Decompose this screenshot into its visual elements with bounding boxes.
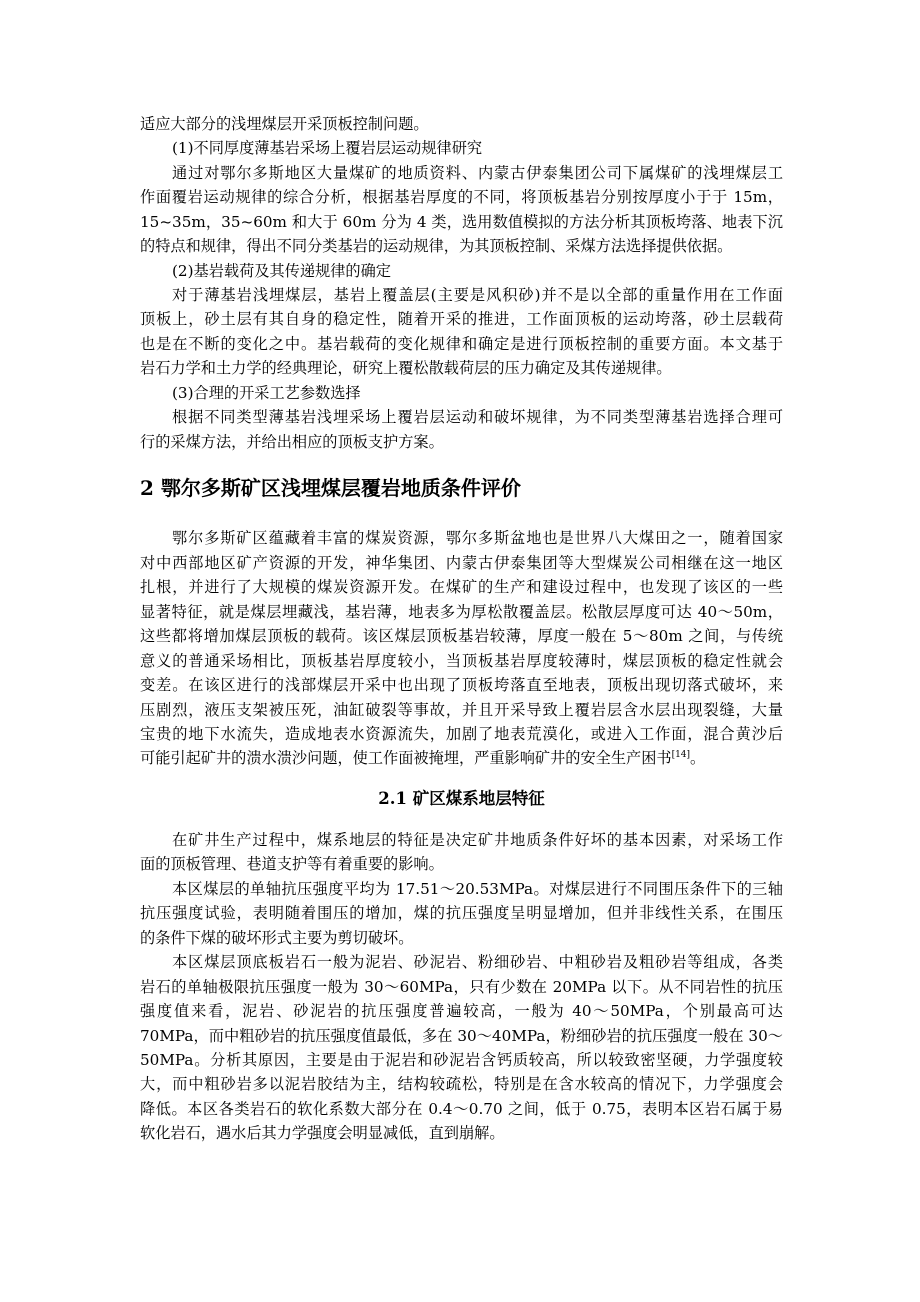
section-heading: 2 鄂尔多斯矿区浅埋煤层覆岩地质条件评价 bbox=[140, 476, 521, 500]
paragraph-line: 降低。本区各类岩石的软化系数大部分在 0.4～0.70 之间，低于 0.75，表明本区岩石属于易 bbox=[140, 1100, 783, 1118]
paragraph-line-last bbox=[140, 746, 783, 770]
subheading-3: (3)合理的开采工艺参数选择 bbox=[172, 384, 361, 402]
paragraph-line: 这些都将增加煤层顶板的载荷。该区煤层顶板基岩较薄，厚度一般在 5～80m 之间，与传统 bbox=[140, 627, 783, 645]
paragraph-line: 50MPa。分析其原因，主要是由于泥岩和砂泥岩含钙质较高，所以较致密坚硬，力学强度较 bbox=[140, 1051, 783, 1069]
paragraph-line: 行的采煤方法，并给出相应的顶板支护方案。 bbox=[140, 433, 444, 451]
paragraph-line: 本区煤层的单轴抗压强度平均为 17.51～20.53MPa。对煤层进行不同围压条件下的三轴 bbox=[172, 880, 783, 898]
paragraph-line: 作面覆岩运动规律的综合分析，根据基岩厚度的不同，将顶板基岩分别按厚度小于于 15m， bbox=[140, 188, 783, 206]
paragraph-line: 根据不同类型薄基岩浅埋采场上覆岩层运动和破坏规律，为不同类型薄基岩选择合理可 bbox=[172, 408, 783, 426]
paragraph-text: 可能引起矿井的溃水溃沙问题，使工作面被掩埋，严重影响矿井的安全生产困书 bbox=[140, 749, 672, 767]
paragraph-line: 岩石力学和土力学的经典理论，研究上覆松散载荷层的压力确定及其传递规律。 bbox=[140, 359, 672, 377]
paragraph-line: 通过对鄂尔多斯地区大量煤矿的地质资料、内蒙古伊泰集团公司下属煤矿的浅埋煤层工 bbox=[172, 164, 783, 182]
paragraph-line: 适应大部分的浅埋煤层开采顶板控制问题。 bbox=[140, 115, 429, 133]
paragraph-line: 在矿井生产过程中，煤系地层的特征是决定矿井地质条件好坏的基本因素，对采场工作 bbox=[172, 831, 783, 849]
paragraph-line: 压剧烈，液压支架被压死，油缸破裂等事故，并且开采导致上覆岩层含水层出现裂缝，大量 bbox=[140, 701, 783, 719]
subheading-1: (1)不同厚度薄基岩采场上覆岩层运动规律研究 bbox=[172, 139, 483, 157]
paragraph-line: 软化岩石，遇水后其力学强度会明显减低，直到崩解。 bbox=[140, 1124, 505, 1142]
paragraph-end-punct: 。 bbox=[690, 749, 706, 767]
paragraph-line: 本区煤层顶底板岩石一般为泥岩、砂泥岩、粉细砂岩、中粗砂岩及粗砂岩等组成，各类 bbox=[172, 953, 783, 971]
paragraph-line: 宝贵的地下水流失，造成地表水资源流失，加剧了地表荒漠化，或进入工作面，混合黄沙后 bbox=[140, 725, 783, 743]
paragraph-line: 对于薄基岩浅埋煤层，基岩上覆盖层(主要是风积砂)并不是以全部的重量作用在工作面 bbox=[172, 286, 783, 304]
subsection-heading: 2.1 矿区煤系地层特征 bbox=[378, 789, 545, 808]
paragraph-line: 的条件下煤的破坏形式主要为剪切破坏。 bbox=[140, 929, 414, 947]
paragraph-line: 变差。在该区进行的浅部煤层开采中也出现了顶板垮落直至地表，顶板出现切落式破坏，来 bbox=[140, 676, 783, 694]
paragraph-line: 岩石的单轴极限抗压强度一般为 30～60MPa，只有少数在 20MPa 以下。从不同岩性的抗压 bbox=[140, 978, 783, 996]
paragraph-line: 显著特征，就是煤层埋藏浅，基岩薄，地表多为厚松散覆盖层。松散层厚度可达 40～50m， bbox=[140, 603, 783, 621]
paragraph-line: 顶板上，砂土层有其自身的稳定性，随着开采的推进，工作面顶板的运动垮落，砂土层载荷 bbox=[140, 310, 783, 328]
paragraph-line: 对中西部地区矿产资源的开发，神华集团、内蒙古伊泰集团等大型煤炭公司相继在这一地区 bbox=[140, 554, 783, 572]
subheading-2: (2)基岩载荷及其传递规律的确定 bbox=[172, 262, 391, 280]
paragraph-line: 意义的普通采场相比，顶板基岩厚度较小，当顶板基岩厚度较薄时，煤层顶板的稳定性就会 bbox=[140, 652, 783, 670]
paragraph-line: 强度值来看，泥岩、砂泥岩的抗压强度普遍较高，一般为 40～50MPa，个别最高可达 bbox=[140, 1002, 783, 1020]
paragraph-line: 抗压强度试验，表明随着围压的增加，煤的抗压强度呈明显增加，但并非线性关系，在围压 bbox=[140, 904, 783, 922]
paragraph-line: 大，而中粗砂岩多以泥岩胶结为主，结构较疏松，特别是在含水较高的情况下，力学强度会 bbox=[140, 1075, 783, 1093]
paragraph-line: 15~35m，35~60m 和大于 60m 分为 4 类，选用数值模拟的方法分析其顶板垮落、地表下沉 bbox=[140, 213, 783, 231]
paragraph-line: 也是在不断的变化之中。基岩载荷的变化规律和确定是进行顶板控制的重要方面。本文基于 bbox=[140, 335, 783, 353]
paragraph-line: 鄂尔多斯矿区蕴藏着丰富的煤炭资源，鄂尔多斯盆地也是世界八大煤田之一，随着国家 bbox=[172, 529, 783, 547]
paragraph-line: 的特点和规律，得出不同分类基岩的运动规律，为其顶板控制、采煤方法选择提供依据。 bbox=[140, 237, 733, 255]
paragraph-line: 面的顶板管理、巷道支护等有着重要的影响。 bbox=[140, 855, 444, 873]
paragraph-line: 70MPa，而中粗砂岩的抗压强度值最低，多在 30～40MPa，粉细砂岩的抗压强度一般在 30～ bbox=[140, 1027, 783, 1045]
paragraph-line: 扎根，并进行了大规模的煤炭资源开发。在煤矿的生产和建设过程中，也发现了该区的一些 bbox=[140, 578, 783, 596]
citation-ref[interactable]: [14] bbox=[671, 749, 691, 760]
